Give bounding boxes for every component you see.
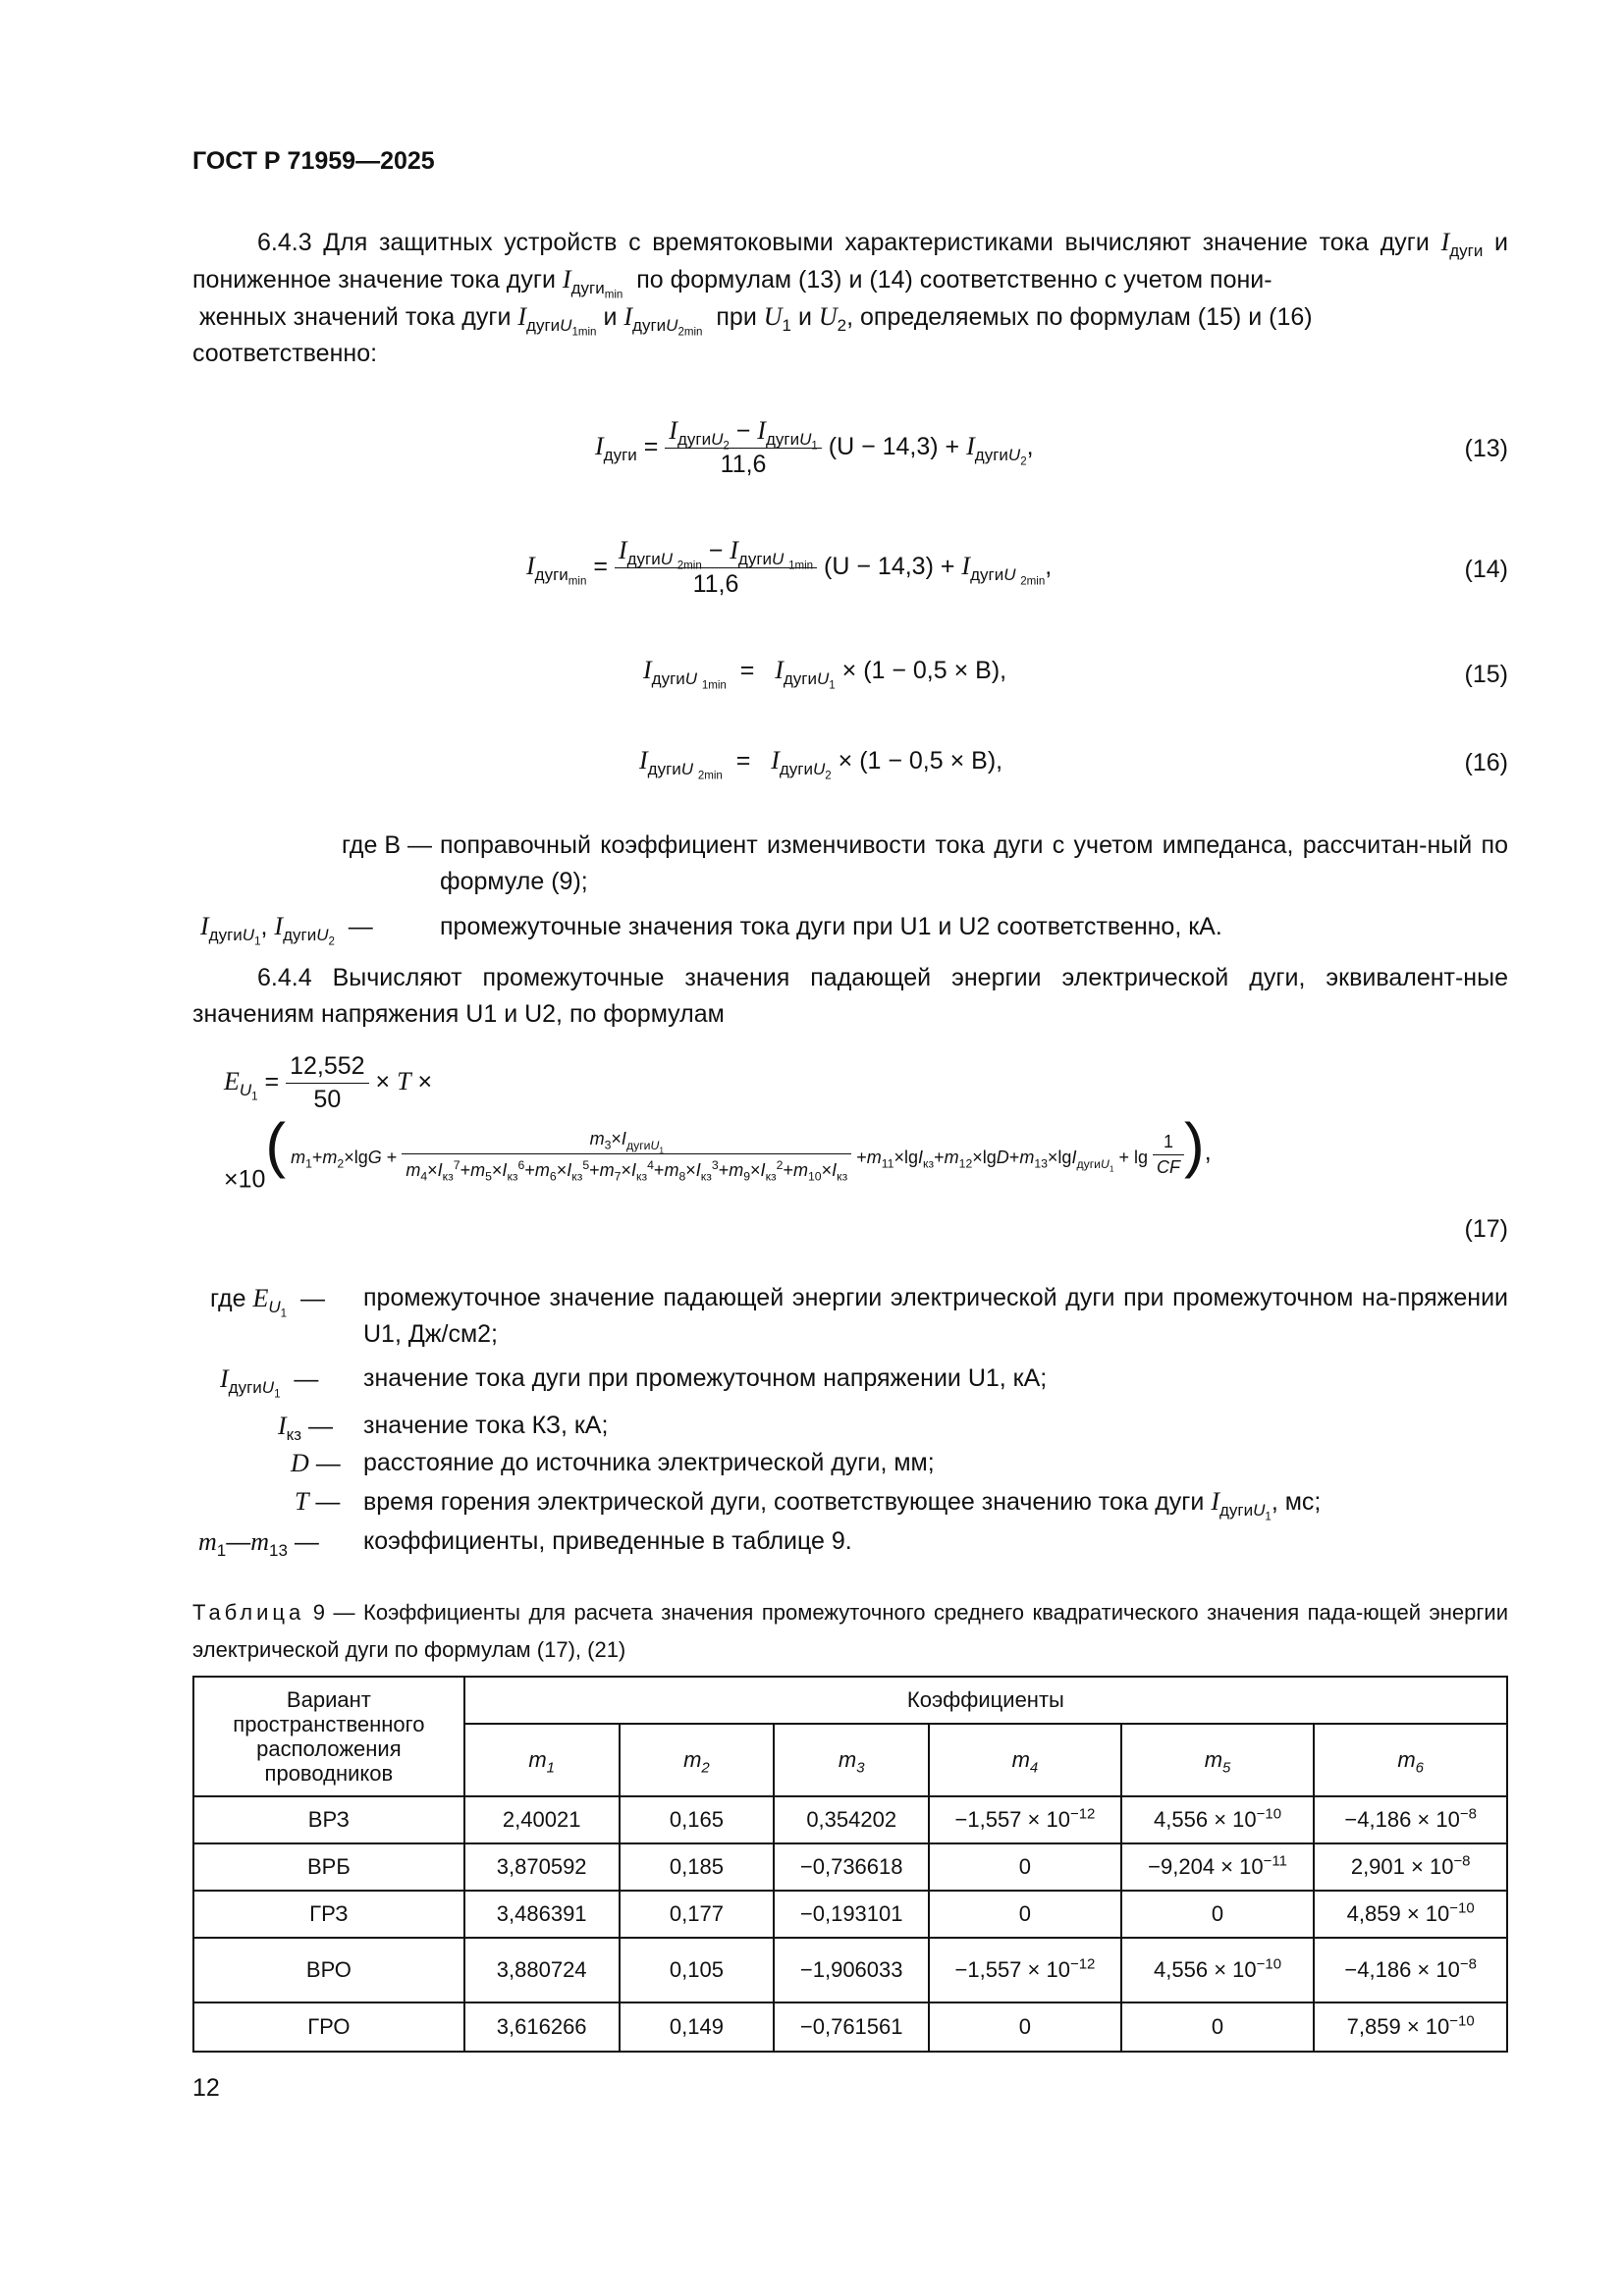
f16-tail: (1 − 0,5 × B),	[859, 747, 1003, 774]
table-cell-m4: 0	[929, 2002, 1121, 2052]
col-header-m1: $m_1$	[464, 1724, 620, 1796]
table-cell-m6: $4,859 \times 10^{-10}$	[1314, 1891, 1507, 1938]
table-cell-m2: 0,105	[620, 1938, 775, 2002]
document-header: ГОСТ Р 71959—2025	[192, 147, 435, 175]
where-ikz-text: значение тока КЗ, кА;	[363, 1412, 609, 1439]
where-i2-text: значение тока дуги при промежуточном напряжении U1, кА;	[363, 1364, 1048, 1392]
p643-t6: и	[797, 303, 812, 331]
where-e-term: где $E_{U_1}$ —	[210, 1284, 325, 1320]
f13-denominator: 11,6	[720, 451, 767, 479]
table-cell-m5: $4,556 \times 10^{-10}$	[1121, 1796, 1315, 1843]
f13-tail: (U − 14,3) +	[828, 432, 960, 460]
where-m-term: $m_1—m_{13}$ —	[198, 1527, 319, 1560]
table-cell-v: ГРЗ	[193, 1891, 464, 1938]
col-header-m4: $m_4$	[929, 1724, 1121, 1796]
table-cell-m4: $-1,557 \times 10^{-12}$	[929, 1938, 1121, 2002]
where-i-text: промежуточные значения тока дуги при U1 и U2 соответственно, кА.	[440, 913, 1222, 940]
table-cell-v: ГРО	[193, 2002, 464, 2052]
table-cell-m1: 3,486391	[464, 1891, 620, 1938]
table-cell-m2: 0,165	[620, 1796, 775, 1843]
p643-t3: женных значений тока дуги	[198, 303, 512, 331]
f14-denominator: 11,6	[692, 570, 739, 599]
table-row	[193, 1843, 1507, 1891]
p643-t8: соответственно:	[192, 340, 378, 367]
table-cell-m5: $4,556 \times 10^{-10}$	[1121, 1938, 1315, 2002]
formula-15-number: (15)	[1464, 661, 1508, 688]
table-row	[193, 1938, 1507, 2002]
table-row	[193, 1891, 1507, 1938]
header-coefficients: Коэффициенты	[464, 1677, 1507, 1724]
table-cell-m1: 3,880724	[464, 1938, 620, 2002]
p643-lead: 6.4.3 Для защитных устройств с времятоковыми характеристиками вычисляют значение тока дуги	[257, 229, 1430, 256]
where-e-text: промежуточное значение падающей энергии электрической дуги при промежуточном на-пряжении U1, Дж/см2;	[363, 1284, 1508, 1348]
table-cell-m5: $-9,204 \times 10^{-11}$	[1121, 1843, 1315, 1891]
p643-t7: , определяемых по формулам (15) и (16)	[846, 303, 1313, 331]
table-cell-v: ВРЗ	[193, 1796, 464, 1843]
table-cell-m4: 0	[929, 1891, 1121, 1938]
table-cell-m4: $-1,557 \times 10^{-12}$	[929, 1796, 1121, 1843]
f17-den: 50	[313, 1086, 342, 1113]
table-row	[193, 1796, 1507, 1843]
table-cell-m3: −0,193101	[774, 1891, 929, 1938]
table-cell-m2: 0,185	[620, 1843, 775, 1891]
page-number: 12	[192, 2074, 220, 2102]
table-cell-m5: 0	[1121, 1891, 1315, 1938]
header-variant: Вариант пространственного расположения проводников	[193, 1677, 464, 1796]
f14-tail: (U − 14,3) +	[824, 552, 955, 580]
where-d-term: D —	[291, 1449, 341, 1477]
f17-num: 12,552	[286, 1052, 368, 1084]
paragraph-6-4-4: 6.4.4 Вычисляют промежуточные значения падающей энергии электрической дуги, эквивалент-ные значениям напряжения U1 и U2, по формулам	[192, 964, 1508, 1028]
table-cell-m3: −0,736618	[774, 1843, 929, 1891]
where-t-term: T —	[295, 1487, 341, 1516]
p643-t1: и пониженное значение тока дуги	[192, 229, 1508, 294]
table-cell-m3: −0,761561	[774, 2002, 929, 2052]
table-9-caption	[192, 1594, 1508, 1669]
formula-13-number: (13)	[1464, 435, 1508, 462]
where2-label: где	[210, 1285, 246, 1312]
table-cell-m1: 3,870592	[464, 1843, 620, 1891]
table-cell-m2: 0,177	[620, 1891, 775, 1938]
where-m-text: коэффициенты, приведенные в таблице 9.	[363, 1527, 852, 1555]
formula-13: $I_{дуги}$ = $\frac{I_{дугиU_2} - I_{дугиU_1}}{11,6}$ $(U - 14,3) + I_{дугиU_2}$,	[595, 416, 1034, 479]
where-b-term: где B —	[341, 831, 432, 859]
table-9-caption-word: Таблица	[192, 1600, 305, 1625]
col-header-m3: $m_3$	[774, 1724, 929, 1796]
table-cell-m6: $-4,186 \times 10^{-8}$	[1314, 1938, 1507, 2002]
table-cell-m3: 0,354202	[774, 1796, 929, 1843]
p643-t2: по формулам (13) и (14) соответственно с учетом пони-	[636, 266, 1272, 294]
formula-16: $I_{дугиU _{2min}} = I_{дугиU_2} \times (1 - 0,5 \times B)$,	[639, 746, 1003, 782]
col-header-m5: $m_5$	[1121, 1724, 1315, 1796]
col-header-m2: $m_2$	[620, 1724, 775, 1796]
table-cell-v: ВРО	[193, 1938, 464, 2002]
table-9-caption-text: 9 — Коэффициенты для расчета значения промежуточного среднего квадратического значения пада-ющей энергии электрической дуги по формулам (17), (21)	[192, 1600, 1508, 1662]
formula-14: $I_{дуги_{min}}$ = $\frac{I_{дугиU _{2min}} - I_{дугиU _{1min}}}{11,6}$ $(U - 14,3) + I_{дугиU _{2min}}$,	[526, 536, 1053, 599]
formula-17-line2: ×10( $m_1+m_2\times\lg G$ + $\frac{m_3\times I_{дугиU_1}}{m_4\times I_{кз}^7+m_5\times I_{кз}^6+m_6\times I_{кз}^5+m_7\times I_{кз}^4+m_8\times I_{кз}^3+m_9\times I_{кз}^2+m_{10}\times I_{кз}}$ $+m_{11}\times\lg I_{кз}+m_{12}\times\lg D+m_{13}\times\lg I_{дугиU_1} + \lg$ $\frac{1}{CF}$ ),	[224, 1111, 1212, 1194]
p643-t5: при	[716, 303, 757, 331]
where-b-text: поправочный коэффициент изменчивости тока дуги с учетом импеданса, рассчитан-ный по формуле (9);	[440, 831, 1508, 895]
where-ikz-term: $I_{кз}$ —	[278, 1412, 334, 1444]
p643-t4: и	[603, 303, 618, 331]
formula-16-number: (16)	[1464, 749, 1508, 776]
formula-17-number: (17)	[1464, 1215, 1508, 1243]
table-cell-m6: $7,859 \times 10^{-10}$	[1314, 2002, 1507, 2052]
table-cell-v: ВРБ	[193, 1843, 464, 1891]
table-row	[193, 2002, 1507, 2052]
table-cell-m6: $-4,186 \times 10^{-8}$	[1314, 1796, 1507, 1843]
col-header-m6: $m_6$	[1314, 1724, 1507, 1796]
f15-tail: (1 − 0,5 × B),	[863, 657, 1007, 684]
table-9	[192, 1676, 1508, 2053]
table-cell-m4: 0	[929, 1843, 1121, 1891]
where-t-desc: время горения электрической дуги, соответствующее значению тока дуги	[363, 1488, 1205, 1516]
where-i2-term: $I_{дугиU_1}$ —	[220, 1364, 319, 1401]
table-cell-m1: 3,616266	[464, 2002, 620, 2052]
table-cell-m2: 0,149	[620, 2002, 775, 2052]
table-cell-m3: −1,906033	[774, 1938, 929, 2002]
formula-15: $I_{дугиU _{1min}} = I_{дугиU_1} \times (1 - 0,5 \times B)$,	[643, 656, 1007, 692]
where-i-term: $I_{дугиU_1}$, $I_{дугиU_2}$ —	[200, 912, 373, 948]
table-9-body	[193, 1796, 1507, 2052]
where-t-text: время горения электрической дуги, соответствующее значению тока дуги $I_{дугиU_1}$, мс;	[363, 1487, 1322, 1523]
table-cell-m5: 0	[1121, 2002, 1315, 2052]
where-d-text: расстояние до источника электрической дуги, мм;	[363, 1449, 935, 1476]
where-t-unit: , мс;	[1271, 1488, 1322, 1516]
formula-14-number: (14)	[1464, 556, 1508, 583]
paragraph-6-4-3: 6.4.3 Для защитных устройств с времятоковыми характеристиками вычисляют значение тока дуги $I_{дуги}$ и пониженное значение тока дуги $I_{дуги_{min}}$ по формулам (13) и (14) соответственно с учетом пони- женных значений тока дуги $I_{дугиU_{1min}}$ и $I_{дугиU_{2min}}$ при $U_1$ и $U_2$, определяемых по формулам (15) и (16) соответственно:	[192, 228, 1508, 367]
table-cell-m1: 2,40021	[464, 1796, 620, 1843]
table-cell-m6: $2,901 \times 10^{-8}$	[1314, 1843, 1507, 1891]
formula-17-line1: $E_{U_1}$ = $\frac{12,552}{50}$ × T ×	[224, 1052, 433, 1113]
